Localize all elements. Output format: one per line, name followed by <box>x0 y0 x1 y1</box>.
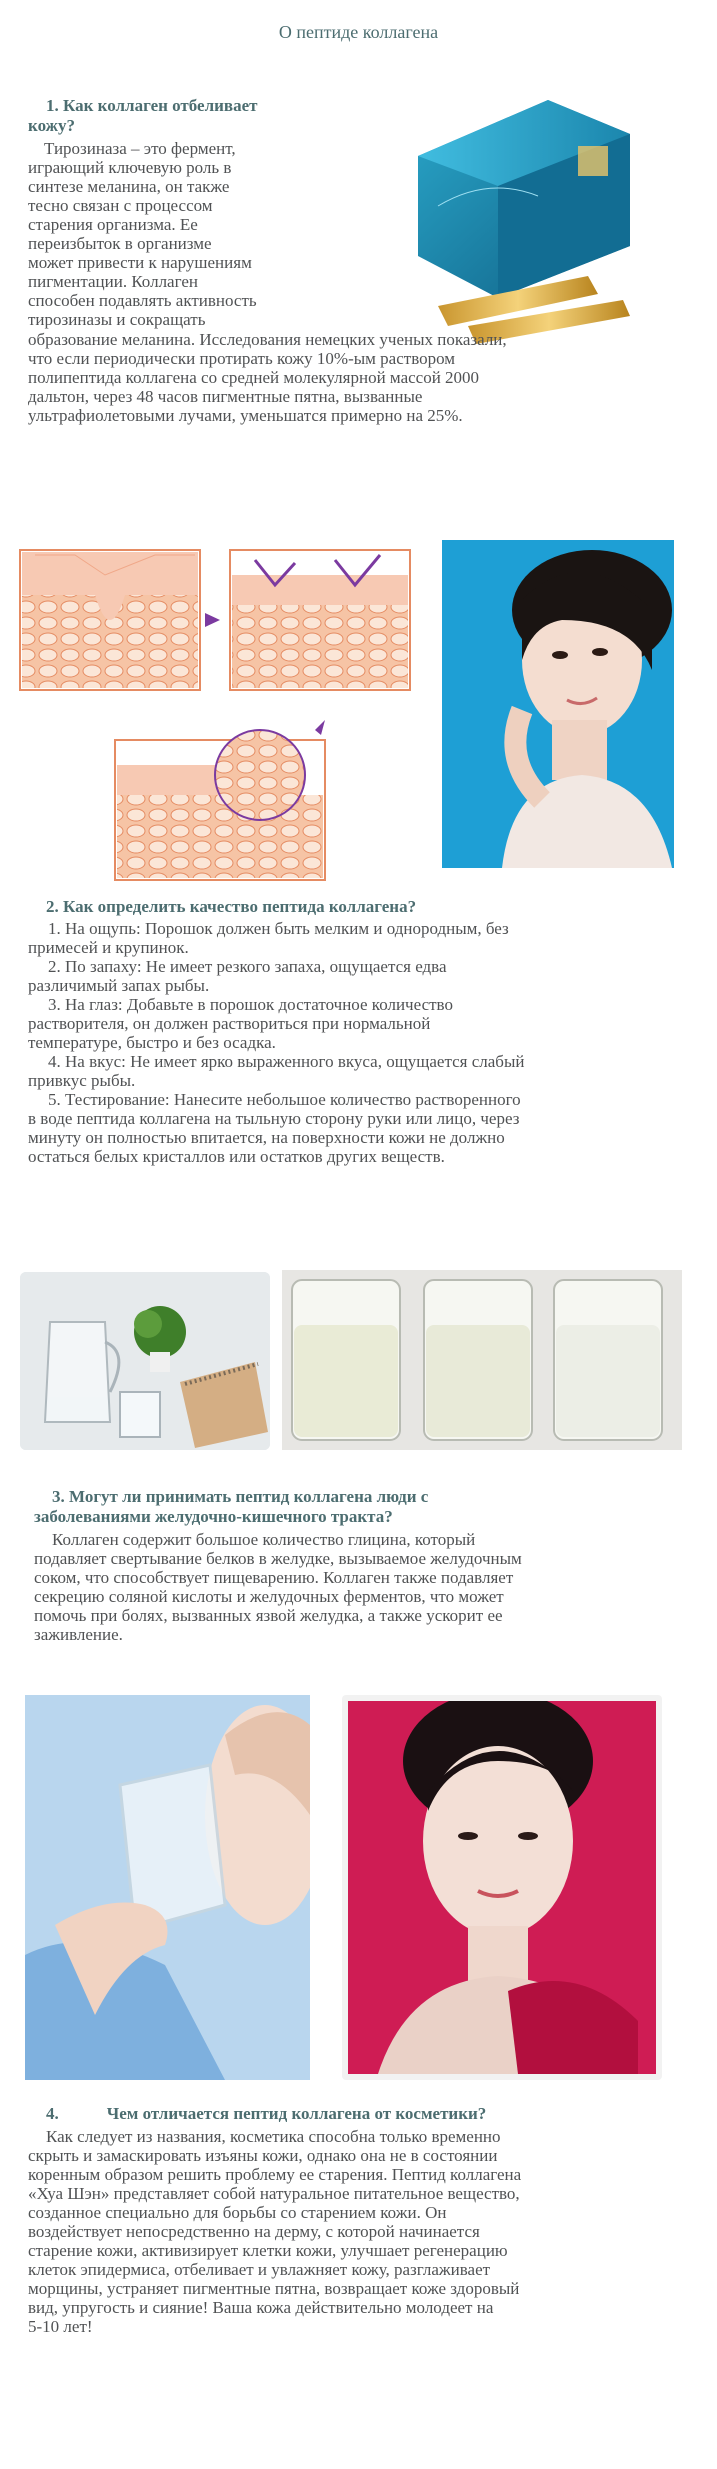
skin-diagram-image <box>15 535 435 885</box>
section-3-text <box>34 1530 704 1644</box>
s1-wide-line: полипептида коллагена со средней молекулярной массой 2000 <box>28 368 480 387</box>
section-2-heading-wrap <box>46 897 416 916</box>
section-2-heading: 2. Как определить качество пептида коллагена? <box>46 897 417 916</box>
s4-line: вид, упругость и сияние! Ваша кожа действительно молодеет на <box>28 2298 494 2317</box>
s2-line: минуту он полностью впитается, на поверхности кожи не должно <box>28 1128 505 1147</box>
s2-line: 4. На вкус: Не имеет ярко выраженного вкуса, ощущается слабый <box>48 1052 525 1071</box>
s4-line: морщины, устраняет пигментные пятна, возвращает коже здоровый <box>28 2279 520 2298</box>
s3-line: Коллаген содержит большое количество глицина, который <box>52 1530 476 1549</box>
s2-line: остаться белых кристаллов или остатков других веществ. <box>28 1147 445 1166</box>
page-title: О пептиде коллагена <box>278 22 439 42</box>
s3-line: подавляет свертывание белков в желудке, вызываемое желудочным <box>34 1549 522 1568</box>
section-3-heading-line-2: заболеваниями желудочно-кишечного тракта? <box>34 1507 393 1526</box>
woman-magenta-image <box>342 1695 662 2080</box>
s1-line: способен подавлять активность <box>28 291 257 310</box>
s3-line: помочь при болях, вызванных язвой желудка, а также ускорит ее <box>34 1606 503 1625</box>
section-1-wide-text <box>28 330 708 425</box>
section-1-heading <box>46 96 258 115</box>
s2-line: 5. Тестирование: Нанесите небольшое количество растворенного <box>48 1090 521 1109</box>
s2-line: примесей и крупинок. <box>28 938 189 957</box>
section-1-heading-line-1: 1. Как коллаген отбеливает <box>46 96 258 115</box>
s1-line: пигментации. Коллаген <box>28 272 198 291</box>
water-jug-image <box>20 1272 270 1450</box>
section-1-heading-line-2: кожу? <box>28 116 75 135</box>
s4-line: воздействует непосредственно на дерму, с которой начинается <box>28 2222 480 2241</box>
s1-line: может привести к нарушениям <box>28 253 252 272</box>
s2-line: различимый запах рыбы. <box>28 976 210 995</box>
s2-line: 3. На глаз: Добавьте в порошок достаточное количество <box>48 995 453 1014</box>
s4-line: коренным образом решить проблему ее старения. Пептид коллагена <box>28 2165 522 2184</box>
woman-blue-background-image <box>442 540 674 868</box>
s4-line: клеток эпидермиса, отбеливает и увлажняет кожу, разглаживает <box>28 2260 491 2279</box>
s2-line: температуре, быстро и без осадка. <box>28 1033 276 1052</box>
s2-line: 1. На ощупь: Порошок должен быть мелким и однородным, без <box>48 919 509 938</box>
s4-line: старение кожи, активизирует клетки кожи, улучшает регенерацию <box>28 2241 508 2260</box>
section-1-heading-wrap <box>28 116 75 135</box>
s4-line: «Хуа Шэн» представляет собой натуральное питательное вещество, <box>28 2184 520 2203</box>
s1-wide-line: ультрафиолетовыми лучами, уменьшатся примерно на 25%. <box>28 406 463 425</box>
s2-line: растворителя, он должен раствориться при нормальной <box>28 1014 431 1033</box>
s2-line: 2. По запаху: Не имеет резкого запаха, ощущается едва <box>48 957 447 976</box>
section-2-text <box>28 919 708 1166</box>
s4-line: 5-10 лет! <box>28 2317 93 2336</box>
s3-line: заживление. <box>34 1625 123 1644</box>
s1-line: старения организма. Ее <box>28 215 198 234</box>
s3-line: секрецию соляной кислоты и желудочных ферментов, что может <box>34 1587 504 1606</box>
s1-line: синтезе меланина, он также <box>28 177 230 196</box>
water-glasses-image <box>282 1270 682 1450</box>
section-4-heading-text: Чем отличается пептид коллагена от косметики? <box>106 2104 487 2123</box>
s1-line: играющий ключевую роль в <box>28 158 232 177</box>
s4-line: скрыть и замаскировать изъяны кожи, однако она не в состоянии <box>28 2146 498 2165</box>
s1-line: Тирозиназа – это фермент, <box>44 139 236 158</box>
s2-line: в воде пептида коллагена на тыльную сторону руки или лицо, через <box>28 1109 520 1128</box>
section-3-heading-wrap <box>52 1487 428 1506</box>
section-3-heading-line-1: 3. Могут ли принимать пептид коллагена люди с <box>52 1487 429 1506</box>
section-4-heading-number: 4. <box>46 2104 59 2123</box>
s3-line: соком, что способствует пищеварению. Коллаген также подавляет <box>34 1568 514 1587</box>
s1-line: переизбыток в организме <box>28 234 212 253</box>
s1-wide-line: дальтон, через 48 часов пигментные пятна, вызванные <box>28 387 423 406</box>
s1-wide-line: что если периодически протирать кожу 10%-ым раствором <box>28 349 456 368</box>
s1-wide-line: образование меланина. Исследования немецких ученых показали, <box>28 330 507 349</box>
section-1-narrow-text <box>28 139 358 329</box>
woman-drinking-image <box>25 1695 310 2080</box>
s4-line: созданное специально для борьбы со старением кожи. Он <box>28 2203 447 2222</box>
s2-line: привкус рыбы. <box>28 1071 136 1090</box>
product-box-image <box>398 86 648 356</box>
section-4-heading <box>46 2104 486 2124</box>
section-3-heading-wrap-2 <box>34 1507 393 1526</box>
s1-line: тирозиназы и сокращать <box>28 310 206 329</box>
s4-line: Как следует из названия, косметика способна только временно <box>46 2127 501 2146</box>
s1-line: тесно связан с процессом <box>28 196 213 215</box>
section-4-text <box>28 2127 708 2336</box>
